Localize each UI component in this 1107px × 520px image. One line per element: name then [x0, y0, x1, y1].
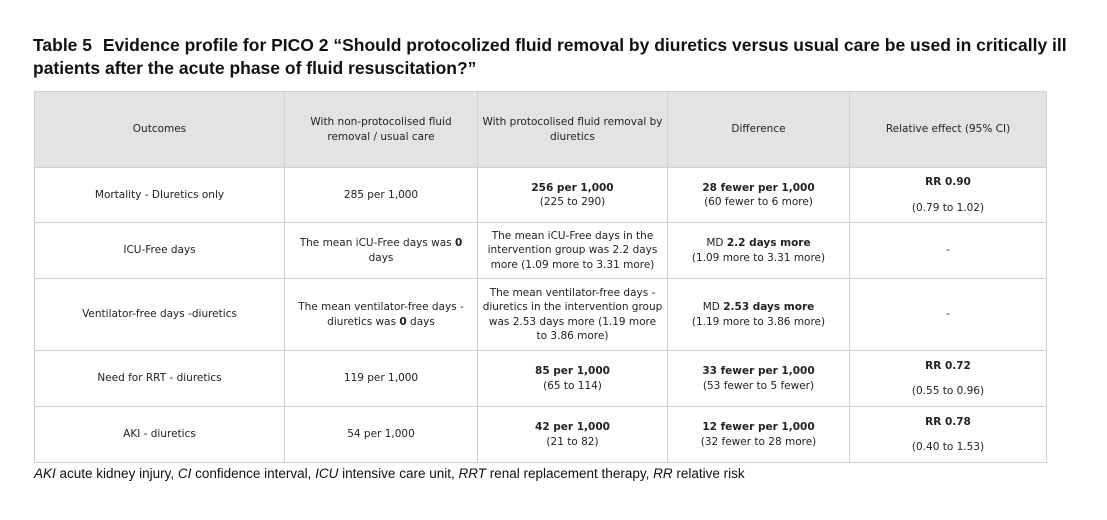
usual-care-unit: days — [406, 315, 435, 328]
usual-care-cell — [285, 223, 478, 279]
usual-care-cell: 285 per 1,000 — [285, 168, 478, 223]
usual-care-text: The mean iCU-Free days was — [299, 237, 455, 249]
footnote-abbr: CI — [177, 466, 192, 481]
protocolised-main: 85 per 1,000 — [535, 365, 610, 377]
relative-effect-main: RR 0.78 — [925, 415, 971, 428]
difference-main: 28 fewer per 1,000 — [702, 181, 815, 194]
protocolised-ci: (225 to 290) — [539, 196, 606, 208]
difference-cell — [668, 223, 850, 279]
relative-effect-cell — [850, 168, 1047, 223]
header-protocolised: With protocolised fluid removal by diuretics — [478, 92, 668, 168]
table-number: Table 5 — [33, 35, 93, 55]
relative-effect-ci: (0.40 to 1.53) — [911, 441, 985, 453]
table-footnote — [34, 466, 745, 481]
header-row — [35, 92, 1047, 168]
footnote-def: confidence interval, — [191, 466, 316, 481]
protocolised-main: 256 per 1,000 — [531, 181, 614, 194]
relative-effect-ci: (0.55 to 0.96) — [911, 385, 985, 397]
difference-prefix: MD — [702, 301, 724, 313]
relative-effect-cell — [850, 351, 1047, 407]
usual-care-cell: 54 per 1,000 — [285, 407, 478, 463]
relative-effect-main: RR 0.90 — [925, 176, 971, 188]
footnote-def: renal replacement therapy, — [486, 466, 654, 481]
difference-main: 33 fewer per 1,000 — [702, 365, 815, 377]
protocolised-cell: The mean ventilator-free days - diuretics in the intervention group was 2.53 days more (1.19 more to 3.86 more) — [478, 279, 668, 351]
difference-ci: (53 fewer to 5 fewer) — [702, 379, 815, 392]
difference-ci: (1.09 more to 3.31 more) — [691, 251, 826, 264]
difference-ci: (32 fewer to 28 more) — [700, 435, 817, 448]
header-difference: Difference — [668, 92, 850, 168]
difference-cell — [668, 407, 850, 463]
usual-care-value: 0 — [399, 315, 407, 328]
table-row — [35, 407, 1047, 463]
difference-ci: (60 fewer to 6 more) — [704, 196, 813, 208]
relative-effect-ci: (0.79 to 1.02) — [911, 201, 985, 214]
relative-effect-cell — [850, 407, 1047, 463]
footnote-def: acute kidney injury, — [55, 466, 178, 481]
table-row — [35, 279, 1047, 351]
usual-care-cell: 119 per 1,000 — [285, 351, 478, 407]
outcome-cell: Ventilator-free days -diuretics — [35, 279, 285, 351]
relative-effect-cell: - — [850, 223, 1047, 279]
table-row — [35, 223, 1047, 279]
footnote-abbr: RRT — [458, 466, 486, 481]
table-row — [35, 351, 1047, 407]
usual-care-text: The mean ventilator-free days - diuretics was — [298, 301, 464, 328]
protocolised-ci: (65 to 114) — [543, 379, 602, 392]
usual-care-value: 0 — [454, 237, 463, 249]
header-relative-effect: Relative effect (95% CI) — [850, 92, 1047, 168]
protocolised-cell — [478, 168, 668, 223]
protocolised-cell — [478, 351, 668, 407]
outcome-cell: AKI - diuretics — [35, 407, 285, 463]
protocolised-cell — [478, 407, 668, 463]
difference-prefix: MD — [706, 237, 727, 249]
relative-effect-cell: - — [850, 279, 1047, 351]
protocolised-cell: The mean iCU-Free days in the intervention group was 2.2 days more (1.09 more to 3.31 more) — [478, 223, 668, 279]
evidence-table-container — [34, 91, 1046, 455]
header-usual-care: With non-protocolised fluid removal / usual care — [285, 92, 478, 168]
relative-effect-main: RR 0.72 — [925, 359, 971, 372]
protocolised-ci: (21 to 82) — [546, 435, 599, 448]
outcome-cell: Need for RRT - diuretics — [35, 351, 285, 407]
evidence-profile-table — [34, 91, 1047, 463]
difference-ci: (1.19 more to 3.86 more) — [691, 315, 826, 328]
footnote-def: intensive care unit, — [338, 466, 459, 481]
header-outcomes: Outcomes — [35, 92, 285, 168]
table-caption: Evidence profile for PICO 2 “Should protocolized fluid removal by diuretics versus usual care be used in critically ill patients after the acute phase of fluid resuscitation?” — [33, 35, 1067, 78]
usual-care-unit: days — [368, 251, 394, 264]
footnote-abbr: AKI — [34, 466, 56, 481]
table-row — [35, 168, 1047, 223]
footnote-abbr: ICU — [315, 466, 339, 481]
footnote-def: relative risk — [672, 466, 745, 481]
difference-cell — [668, 351, 850, 407]
difference-main: 12 fewer per 1,000 — [702, 421, 815, 433]
difference-cell — [668, 279, 850, 351]
outcome-cell: Mortality - DIuretics only — [35, 168, 285, 223]
usual-care-cell — [285, 279, 478, 351]
difference-main: 2.2 days more — [726, 237, 811, 249]
protocolised-main: 42 per 1,000 — [535, 421, 610, 433]
outcome-cell: ICU-Free days — [35, 223, 285, 279]
table-title — [33, 34, 1093, 80]
difference-cell — [668, 168, 850, 223]
difference-main: 2.53 days more — [723, 301, 815, 313]
footnote-abbr: RR — [653, 466, 673, 481]
